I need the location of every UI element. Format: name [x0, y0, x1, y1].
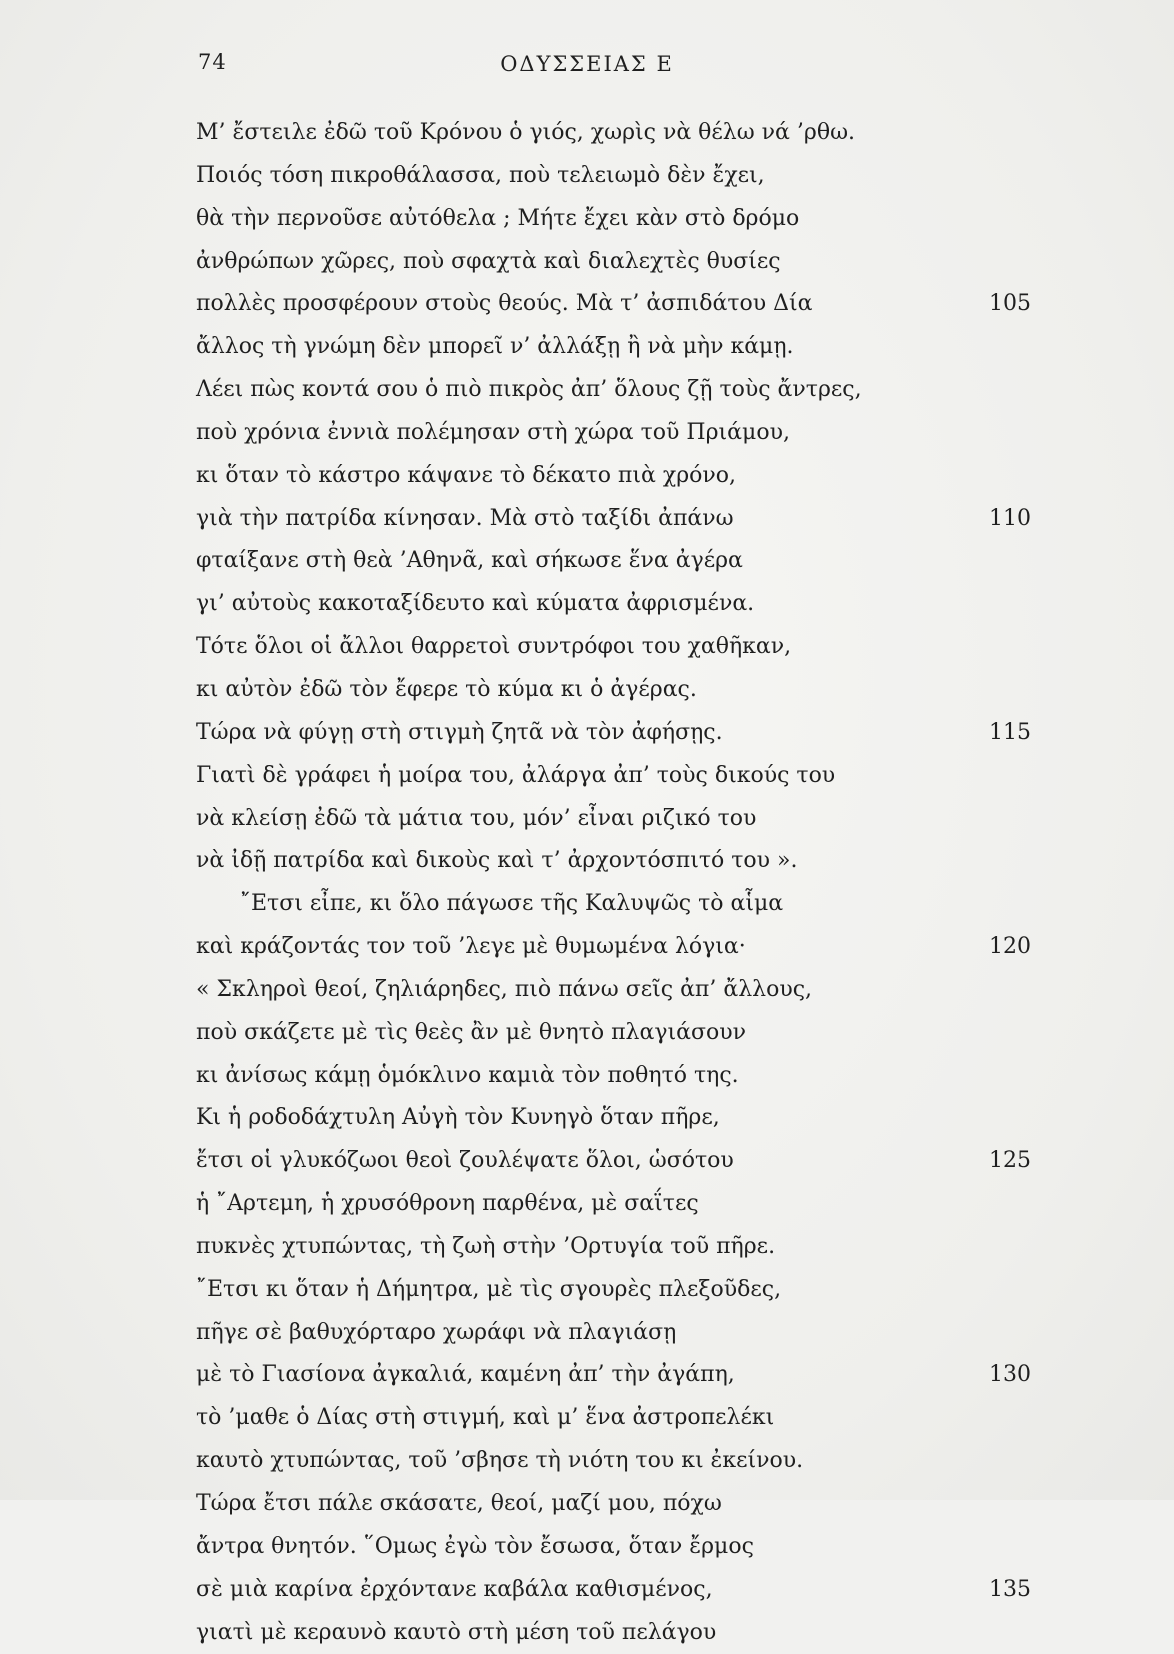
verse-text: σὲ μιὰ καρίνα ἐρχόντανε καβάλα καθισμένος,: [196, 1576, 713, 1602]
verse-line: [0, 1440, 1174, 1483]
verse-line: [0, 1526, 1174, 1569]
verse-line: [0, 583, 1174, 626]
verse-line: [0, 626, 1174, 669]
verse-line: [0, 840, 1174, 883]
verse-text: ἄντρα θνητόν. ῞Ομως ἐγὼ τὸν ἔσωσα, ὅταν ἔρμος: [196, 1533, 754, 1559]
verse-text: πυκνὲς χτυπώντας, τὴ ζωὴ στὴν ’Ορτυγία τοῦ πῆρε.: [196, 1233, 776, 1259]
verse-line: [0, 1012, 1174, 1055]
page-number: 74: [198, 50, 227, 74]
line-number: 135: [989, 1576, 1031, 1602]
verse-text: φταίξανε στὴ θεὰ ’Αθηνᾶ, καὶ σήκωσε ἕνα ἀγέρα: [196, 548, 743, 574]
verse-block: [0, 112, 1174, 1654]
verse-text: Ποιός τόση πικροθάλασσα, ποὺ τελειωμὸ δὲν ἔχει,: [196, 162, 765, 188]
verse-line: [0, 1483, 1174, 1526]
verse-line: [0, 969, 1174, 1012]
verse-text: γιατὶ μὲ κεραυνὸ καυτὸ στὴ μέση τοῦ πελάγου: [196, 1619, 717, 1645]
verse-text: Τώρα νὰ φύγῃ στὴ στιγμὴ ζητᾶ νὰ τὸν ἀφήσῃς.: [196, 719, 723, 745]
verse-text: ἄλλος τὴ γνώμη δὲν μπορεῖ ν’ ἀλλάξῃ ἢ νὰ μὴν κάμῃ.: [196, 334, 794, 360]
verse-line: [0, 669, 1174, 712]
verse-line: [0, 326, 1174, 369]
verse-line: [0, 112, 1174, 155]
verse-text: Τώρα ἔτσι πάλε σκάσατε, θεοί, μαζί μου, πόχω: [196, 1491, 722, 1516]
verse-line: [0, 1397, 1174, 1440]
verse-line: [0, 926, 1174, 969]
verse-line: [0, 1354, 1174, 1397]
verse-text: πῆγε σὲ βαθυχόρταρο χωράφι νὰ πλαγιάσῃ: [196, 1319, 677, 1345]
verse-text: ἔτσι οἱ γλυκόζωοι θεοὶ ζουλέψατε ὅλοι, ὡσότου: [196, 1148, 734, 1174]
verse-line: [0, 1183, 1174, 1226]
verse-line: [0, 1569, 1174, 1612]
verse-text: μὲ τὸ Γιασίονα ἀγκαλιά, καμένη ἀπ’ τὴν ἀγάπη,: [196, 1362, 735, 1388]
verse-line: [0, 712, 1174, 755]
verse-line: [0, 455, 1174, 498]
verse-line: [0, 241, 1174, 284]
verse-text: καὶ κράζοντάς τον τοῦ ’λεγε μὲ θυμωμένα λόγια·: [196, 934, 746, 960]
verse-text: τὸ ’μαθε ὁ Δίας στὴ στιγμή, καὶ μ’ ἕνα ἀστροπελέκι: [196, 1405, 775, 1431]
verse-line: [0, 755, 1174, 798]
verse-text: πολλὲς προσφέρουν στοὺς θεούς. Μὰ τ’ ἀσπιδάτου Δία: [196, 291, 813, 317]
verse-text: « Σκληροὶ θεοί, ζηλιάρηδες, πιὸ πάνω σεῖς ἀπ’ ἄλλους,: [196, 976, 813, 1002]
verse-text: κι αὐτὸν ἐδῶ τὸν ἔφερε τὸ κύμα κι ὁ ἀγέρας.: [196, 676, 697, 702]
line-number: 120: [989, 934, 1031, 960]
verse-text: καυτὸ χτυπώντας, τοῦ ’σβησε τὴ νιότη του κι ἐκείνου.: [196, 1448, 804, 1474]
verse-text: θὰ τὴν περνοῦσε αὐτόθελα ; Μήτε ἔχει κὰν στὸ δρόμο: [196, 205, 800, 231]
verse-line: [0, 1269, 1174, 1312]
line-number: 105: [989, 291, 1031, 317]
verse-line: [0, 1097, 1174, 1140]
verse-text: ποὺ χρόνια ἐννιὰ πολέμησαν στὴ χώρα τοῦ Πριάμου,: [196, 419, 790, 445]
line-number: 110: [989, 505, 1031, 531]
verse-line: [0, 498, 1174, 541]
verse-line: [0, 1612, 1174, 1654]
verse-line: [0, 798, 1174, 841]
verse-line: [0, 1140, 1174, 1183]
verse-text: ῎Ετσι κι ὅταν ἡ Δήμητρα, μὲ τὶς σγουρὲς πλεξοῦδες,: [196, 1276, 782, 1302]
verse-text: γιὰ τὴν πατρίδα κίνησαν. Μὰ στὸ ταξίδι ἀπάνω: [196, 505, 734, 531]
verse-text: νὰ κλείσῃ ἐδῶ τὰ μάτια του, μόν’ εἶναι ριζικό του: [196, 805, 757, 831]
line-number: 115: [989, 719, 1031, 745]
page-header: [0, 50, 1174, 90]
verse-text: ποὺ σκάζετε μὲ τὶς θεὲς ἂν μὲ θνητὸ πλαγιάσουν: [196, 1019, 746, 1045]
verse-text: κι ἀνίσως κάμῃ ὁμόκλινο καμιὰ τὸν ποθητό της.: [196, 1062, 739, 1088]
verse-text: Λέει πὼς κοντά σου ὁ πιὸ πικρὸς ἀπ’ ὅλους ζῇ τοὺς ἄντρες,: [196, 377, 862, 403]
line-number: 125: [989, 1148, 1031, 1174]
verse-line: [0, 883, 1174, 926]
verse-line: [0, 1226, 1174, 1269]
verse-line: [0, 283, 1174, 326]
running-title: ΟΔΥΣΣΕΙΑΣ Ε: [500, 52, 674, 76]
verse-text: ἀνθρώπων χῶρες, ποὺ σφαχτὰ καὶ διαλεχτὲς θυσίες: [196, 248, 781, 274]
verse-line: [0, 155, 1174, 198]
verse-line: [0, 369, 1174, 412]
verse-text: ῎Ετσι εἶπε, κι ὅλο πάγωσε τῆς Καλυψῶς τὸ αἷμα: [240, 891, 784, 917]
line-number: 130: [989, 1362, 1031, 1388]
verse-text: γι’ αὐτοὺς κακοταξίδευτο καὶ κύματα ἀφρισμένα.: [196, 591, 755, 617]
verse-line: [0, 198, 1174, 241]
verse-text: Γιατὶ δὲ γράφει ἡ μοίρα του, ἀλάργα ἀπ’ τοὺς δικούς του: [196, 762, 836, 788]
verse-line: [0, 412, 1174, 455]
verse-line: [0, 1055, 1174, 1098]
verse-line: [0, 540, 1174, 583]
verse-line: [0, 1312, 1174, 1355]
verse-text: ἡ ῎Αρτεμη, ἡ χρυσόθρονη παρθένα, μὲ σαΐτες: [196, 1191, 699, 1217]
verse-text: Μ’ ἔστειλε ἐδῶ τοῦ Κρόνου ὁ γιός, χωρὶς νὰ θέλω νά ’ρθω.: [196, 120, 856, 145]
verse-text: Τότε ὅλοι οἱ ἄλλοι θαρρετοὶ συντρόφοι του χαθῆκαν,: [196, 634, 792, 660]
verse-text: Κι ἡ ροδοδάχτυλη Αὐγὴ τὸν Κυνηγὸ ὅταν πῆρε,: [196, 1105, 720, 1131]
verse-text: νὰ ἰδῇ πατρίδα καὶ δικοὺς καὶ τ’ ἀρχοντόσπιτό του ».: [196, 848, 798, 874]
verse-text: κι ὅταν τὸ κάστρο κάψανε τὸ δέκατο πιὰ χρόνο,: [196, 462, 736, 488]
